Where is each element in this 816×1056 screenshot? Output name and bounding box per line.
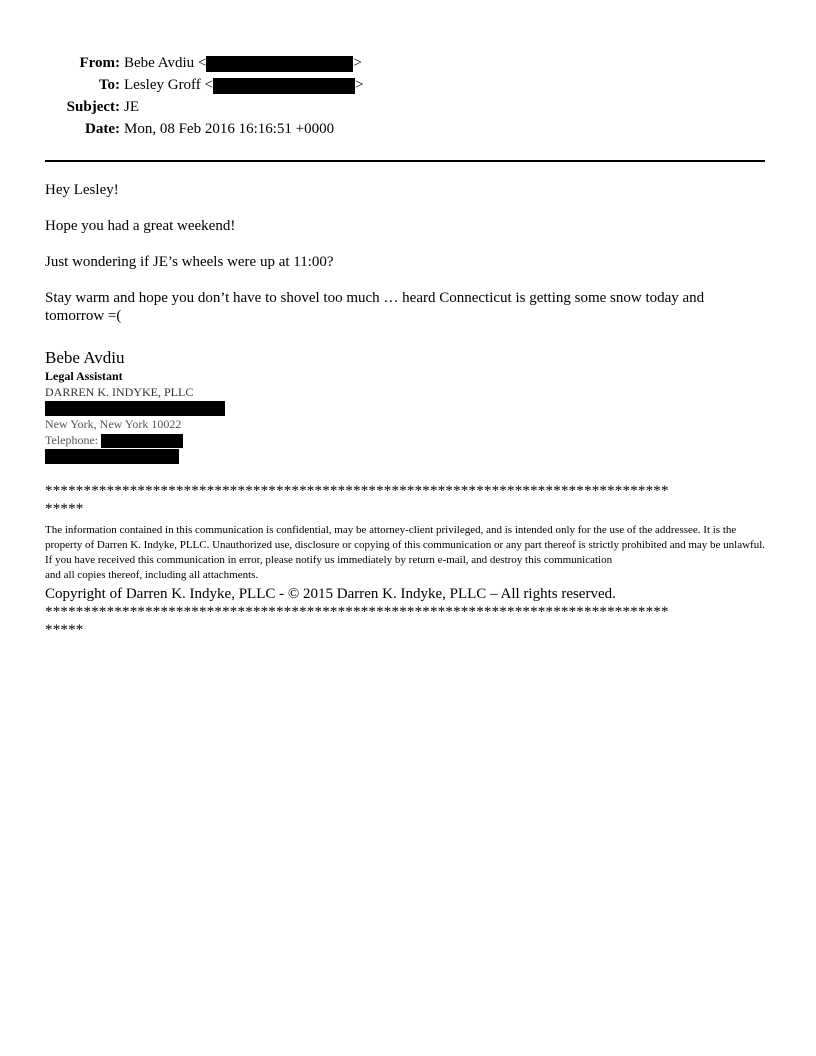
separator-stars: *********************************************************************************	[45, 604, 669, 620]
signature-telephone-row	[45, 432, 765, 448]
signature-firm: DARREN K. INDYKE, PLLC	[45, 385, 194, 399]
from-label: From:	[79, 55, 120, 71]
to-row	[0, 74, 816, 96]
body-paragraph: Stay warm and hope you don’t have to shovel too much … heard Connecticut is getting some snow today and tomorrow =(	[45, 290, 705, 324]
to-name: Lesley Groff <	[124, 77, 213, 93]
header-divider	[45, 160, 765, 162]
redaction-box	[45, 401, 225, 416]
signature-city: New York, New York 10022	[45, 417, 182, 431]
to-close: >	[355, 77, 364, 93]
email-body	[45, 181, 765, 343]
redaction-box	[213, 78, 355, 94]
from-row	[0, 52, 816, 74]
subject-row	[0, 96, 816, 118]
separator-stars-tail: *****	[45, 622, 84, 638]
signature-name: Bebe Avdiu	[45, 348, 125, 367]
redaction-box	[206, 56, 353, 72]
confidentiality-notice: The information contained in this communication is confidential, may be attorney-client privileged, and is intended only for the use of the addressee. It is the property of Darren K. Indyke, PLLC. Unauthorized use, disclosure or copying of this communication or any part thereof is strictly prohibited and may be unlawful. If you have received this communication in error, please notify us immediately by return e-mail, and destroy this communication	[45, 524, 766, 566]
redaction-box	[101, 434, 183, 448]
from-name: Bebe Avdiu <	[124, 55, 207, 71]
from-close: >	[353, 55, 362, 71]
legal-footer	[45, 482, 770, 639]
date-label: Date:	[85, 121, 120, 137]
to-value	[124, 74, 363, 96]
date-row	[0, 118, 816, 140]
separator-stars-tail: *****	[45, 501, 84, 517]
signature-block	[45, 348, 765, 464]
copyright-notice: Copyright of Darren K. Indyke, PLLC - © 2015 Darren K. Indyke, PLLC – All rights reserved.	[45, 586, 616, 602]
signature-title: Legal Assistant	[45, 369, 123, 383]
subject-label: Subject:	[66, 99, 120, 115]
body-paragraph: Just wondering if JE’s wheels were up at 11:00?	[45, 254, 334, 270]
greeting: Hey Lesley!	[45, 182, 119, 198]
to-label: To:	[98, 77, 120, 93]
date-value: Mon, 08 Feb 2016 16:16:51 +0000	[124, 121, 335, 137]
body-paragraph: Hope you had a great weekend!	[45, 218, 236, 234]
email-header	[0, 52, 816, 140]
from-value	[124, 52, 362, 74]
telephone-label: Telephone:	[45, 433, 99, 447]
redaction-box	[45, 449, 179, 464]
separator-stars: *********************************************************************************	[45, 483, 669, 499]
subject-value: JE	[124, 99, 139, 115]
confidentiality-notice-end: and all copies thereof, including all attachments.	[45, 569, 259, 581]
